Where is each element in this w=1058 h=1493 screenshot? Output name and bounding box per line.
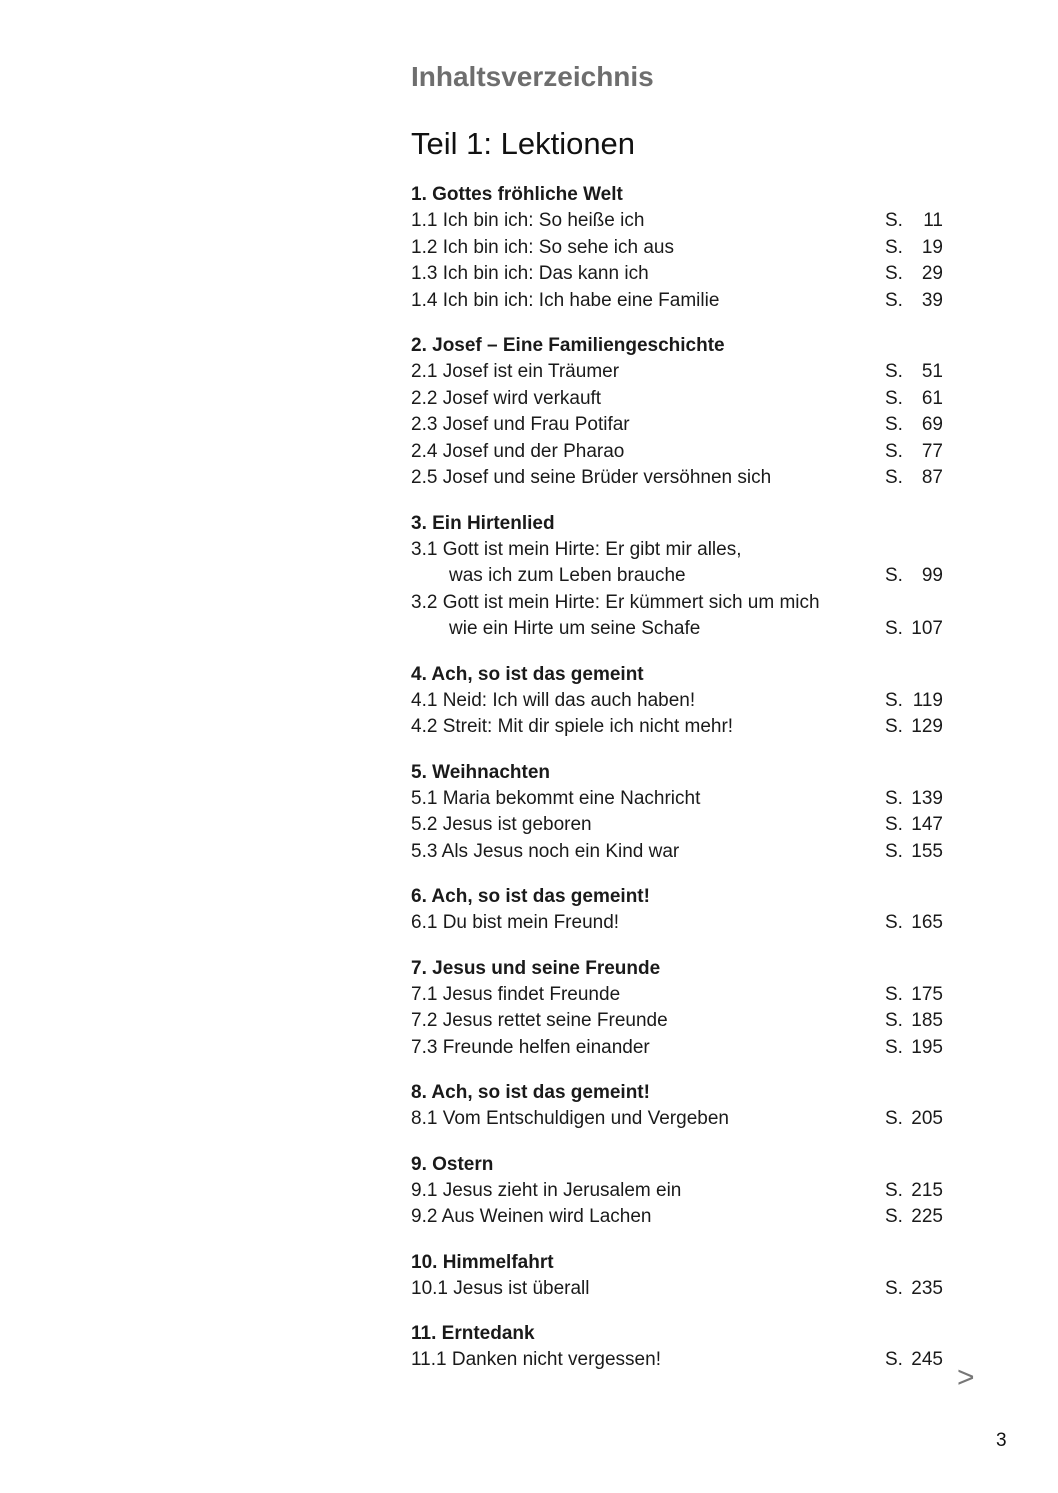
entry-page-ref	[885, 359, 943, 386]
section-title: 1. Gottes fröhliche Welt	[411, 184, 623, 205]
page-num: 99	[921, 565, 943, 586]
page-prefix: S.	[885, 289, 903, 311]
toc-sections	[411, 182, 971, 1374]
page-num: 19	[921, 236, 943, 258]
toc-entry[interactable]	[411, 386, 943, 413]
toc-entry[interactable]	[411, 786, 943, 813]
section-title: 6. Ach, so ist das gemeint!	[411, 886, 650, 907]
toc-section	[411, 1250, 971, 1303]
page-prefix: S.	[885, 361, 903, 382]
toc-entry[interactable]	[411, 688, 943, 715]
page-num: 225	[911, 1206, 943, 1227]
table-of-contents	[411, 60, 971, 1393]
page-prefix: S.	[885, 565, 903, 586]
chevron-right-icon[interactable]: >	[957, 1361, 975, 1394]
entry-label	[411, 1178, 681, 1205]
entry-page-ref	[885, 982, 943, 1009]
entry-label-text: 8.1 Vom Entschuldigen und Vergeben	[411, 1108, 729, 1129]
toc-entry[interactable]	[411, 537, 943, 590]
entry-label	[411, 1204, 651, 1231]
page-num: 87	[921, 467, 943, 488]
entry-label	[411, 439, 624, 466]
entry-page-ref	[885, 412, 943, 439]
toc-entry[interactable]	[411, 812, 943, 839]
entry-label	[411, 982, 620, 1009]
page-prefix: S.	[885, 440, 903, 462]
entry-page-ref	[885, 208, 943, 235]
toc-section	[411, 1080, 971, 1133]
page-num: 235	[911, 1277, 943, 1299]
entry-label-text: 7.2 Jesus rettet seine Freunde	[411, 1010, 668, 1031]
entry-page-ref	[885, 688, 943, 715]
toc-section	[411, 884, 971, 937]
entry-page-ref	[885, 1347, 943, 1374]
entry-label	[411, 412, 630, 439]
entry-page-ref	[885, 261, 943, 288]
toc-entry[interactable]	[411, 1347, 943, 1374]
page-num: 11	[923, 210, 943, 231]
entry-label-text: 9.1 Jesus zieht in Jerusalem ein	[411, 1179, 682, 1201]
entry-label	[411, 688, 695, 715]
page-num: 139	[911, 787, 943, 809]
entry-label	[411, 839, 679, 866]
entry-page-ref	[885, 1178, 943, 1205]
toc-section	[411, 1152, 971, 1231]
page-prefix: S.	[885, 263, 903, 284]
entry-label	[411, 1106, 729, 1133]
page-prefix: S.	[885, 912, 903, 933]
page-prefix: S.	[885, 1010, 903, 1031]
page-prefix: S.	[885, 689, 903, 711]
entry-page-ref	[885, 839, 943, 866]
toc-entry[interactable]	[411, 1276, 943, 1303]
page-prefix: S.	[885, 1349, 903, 1370]
entry-label	[411, 465, 771, 492]
entry-label-text: 2.3 Josef und Frau Potifar	[411, 414, 630, 435]
page-num: 155	[911, 840, 943, 862]
section-title: 5. Weihnachten	[411, 761, 551, 783]
entry-page-ref	[885, 616, 943, 643]
entry-label-text: 2.4 Josef und der Pharao	[411, 440, 625, 462]
entry-page-ref	[885, 786, 943, 813]
page-prefix: S.	[885, 618, 903, 639]
page-prefix: S.	[885, 467, 903, 488]
section-title: 3. Ein Hirtenlied	[411, 512, 555, 534]
toc-entry[interactable]	[411, 1106, 943, 1133]
section-title: 9. Ostern	[411, 1153, 494, 1175]
entry-label-text: 11.1 Danken nicht vergessen!	[411, 1349, 661, 1370]
entry-label	[411, 261, 649, 288]
toc-entry[interactable]	[411, 1178, 943, 1205]
page-num: 245	[911, 1349, 943, 1370]
toc-entry[interactable]	[411, 590, 943, 643]
entry-label-text: 7.3 Freunde helfen einander	[411, 1036, 650, 1058]
page-num: 195	[911, 1036, 943, 1058]
entry-page-ref	[885, 714, 943, 741]
toc-entry[interactable]	[411, 208, 943, 235]
section-title: 11. Erntedank	[411, 1323, 535, 1344]
section-title: 7. Jesus und seine Freunde	[411, 957, 661, 979]
entry-label-text: 5.1 Maria bekommt eine Nachricht	[411, 787, 701, 809]
entry-page-ref	[885, 563, 943, 590]
page-number: 3	[996, 1430, 1007, 1451]
entry-label-text: 1.4 Ich bin ich: Ich habe eine Familie	[411, 289, 720, 311]
entry-page-ref	[885, 386, 943, 413]
toc-entry[interactable]	[411, 288, 943, 315]
page-num: 107	[911, 618, 943, 639]
section-title: 10. Himmelfahrt	[411, 1251, 554, 1273]
entry-label-text: 2.5 Josef und seine Brüder versöhnen sich	[411, 467, 772, 488]
entry-page-ref	[885, 1008, 943, 1035]
page-prefix: S.	[885, 716, 903, 737]
entry-label-text: 4.2 Streit: Mit dir spiele ich nicht mehr!	[411, 716, 734, 737]
toc-section	[411, 333, 971, 492]
entry-label-text: 3.1 Gott ist mein Hirte: Er gibt mir alles,	[411, 538, 742, 560]
entry-label	[411, 714, 733, 741]
page-num: 185	[911, 1010, 943, 1031]
toc-section	[411, 511, 971, 643]
page-num: 29	[921, 263, 943, 284]
page-num: 77	[921, 440, 943, 462]
page-prefix: S.	[885, 210, 903, 231]
entry-label-text: 2.1 Josef ist ein Träumer	[411, 361, 620, 382]
section-title: 8. Ach, so ist das gemeint!	[411, 1082, 650, 1103]
page-num: 215	[911, 1179, 943, 1201]
entry-label-text: 9.2 Aus Weinen wird Lachen	[411, 1206, 652, 1227]
entry-page-ref	[885, 812, 943, 839]
toc-entry[interactable]	[411, 412, 943, 439]
toc-entry[interactable]	[411, 1008, 943, 1035]
entry-page-ref	[885, 1035, 943, 1062]
page-num: 119	[912, 689, 943, 711]
toc-section	[411, 760, 971, 866]
entry-label	[411, 910, 619, 937]
toc-section	[411, 662, 971, 741]
page-prefix: S.	[885, 1108, 903, 1129]
entry-label	[411, 1035, 650, 1062]
entry-page-ref	[885, 1106, 943, 1133]
toc-entry[interactable]	[411, 910, 943, 937]
toc-entry[interactable]	[411, 235, 943, 262]
page-num: 129	[911, 716, 943, 737]
page-prefix: S.	[885, 414, 903, 435]
entry-label-text: 1.3 Ich bin ich: Das kann ich	[411, 263, 649, 284]
entry-label-text: 10.1 Jesus ist überall	[411, 1277, 590, 1299]
entry-label	[411, 208, 644, 235]
entry-page-ref	[885, 1204, 943, 1231]
part-title: Teil 1: Lektionen	[411, 126, 636, 161]
toc-entry[interactable]	[411, 982, 943, 1009]
entry-label-text: 3.2 Gott ist mein Hirte: Er kümmert sich um mich	[411, 591, 820, 613]
page-num: 69	[921, 414, 943, 435]
entry-label	[411, 1347, 661, 1374]
entry-label-continuation: was ich zum Leben brauche	[449, 565, 686, 586]
toc-entry[interactable]	[411, 1204, 943, 1231]
entry-label	[411, 288, 719, 315]
toc-entry[interactable]	[411, 359, 943, 386]
entry-label-text: 5.2 Jesus ist geboren	[411, 814, 592, 835]
section-title: 4. Ach, so ist das gemeint	[411, 663, 644, 685]
page-prefix: S.	[885, 983, 903, 1005]
toc-section	[411, 956, 971, 1062]
entry-label-text: 1.2 Ich bin ich: So sehe ich aus	[411, 236, 674, 258]
page-prefix: S.	[885, 1206, 903, 1227]
page-prefix: S.	[885, 840, 903, 862]
entry-label	[411, 235, 674, 262]
section-title: 2. Josef – Eine Familiengeschichte	[411, 335, 725, 356]
entry-label	[411, 386, 601, 413]
entry-page-ref	[885, 439, 943, 466]
entry-label	[411, 359, 619, 386]
entry-label	[411, 812, 592, 839]
page-prefix: S.	[885, 1036, 903, 1058]
entry-label-text: 5.3 Als Jesus noch ein Kind war	[411, 840, 680, 862]
page-prefix: S.	[885, 787, 903, 809]
entry-label	[411, 1276, 590, 1303]
entry-label	[411, 1008, 668, 1035]
toc-section	[411, 182, 971, 314]
toc-entry[interactable]	[411, 714, 943, 741]
entry-label-text: 1.1 Ich bin ich: So heiße ich	[411, 210, 645, 231]
page-num: 205	[911, 1108, 943, 1129]
entry-label	[411, 537, 742, 590]
toc-entry[interactable]	[411, 439, 943, 466]
page-num: 51	[921, 361, 943, 382]
entry-label-text: 4.1 Neid: Ich will das auch haben!	[411, 689, 696, 711]
entry-label	[411, 786, 700, 813]
page-num: 147	[911, 814, 943, 835]
entry-label	[411, 590, 820, 643]
toc-entry[interactable]	[411, 261, 943, 288]
page-num: 61	[921, 387, 943, 409]
page-prefix: S.	[885, 1277, 903, 1299]
entry-page-ref	[885, 1276, 943, 1303]
document-title: Inhaltsverzeichnis	[411, 61, 654, 92]
entry-label-text: 2.2 Josef wird verkauft	[411, 387, 602, 409]
page-num: 39	[921, 289, 943, 311]
page-prefix: S.	[885, 387, 903, 409]
page-num: 165	[911, 912, 943, 933]
toc-section	[411, 1321, 971, 1374]
entry-page-ref	[885, 288, 943, 315]
toc-entry[interactable]	[411, 465, 943, 492]
toc-entry[interactable]	[411, 1035, 943, 1062]
entry-page-ref	[885, 235, 943, 262]
page-prefix: S.	[885, 1179, 903, 1201]
entry-label-text: 6.1 Du bist mein Freund!	[411, 912, 620, 933]
toc-entry[interactable]	[411, 839, 943, 866]
page-prefix: S.	[885, 814, 903, 835]
entry-page-ref	[885, 465, 943, 492]
page-prefix: S.	[885, 236, 903, 258]
page-num: 175	[911, 983, 943, 1005]
entry-label-continuation: wie ein Hirte um seine Schafe	[449, 618, 701, 639]
entry-page-ref	[885, 910, 943, 937]
entry-label-text: 7.1 Jesus findet Freunde	[411, 983, 621, 1005]
